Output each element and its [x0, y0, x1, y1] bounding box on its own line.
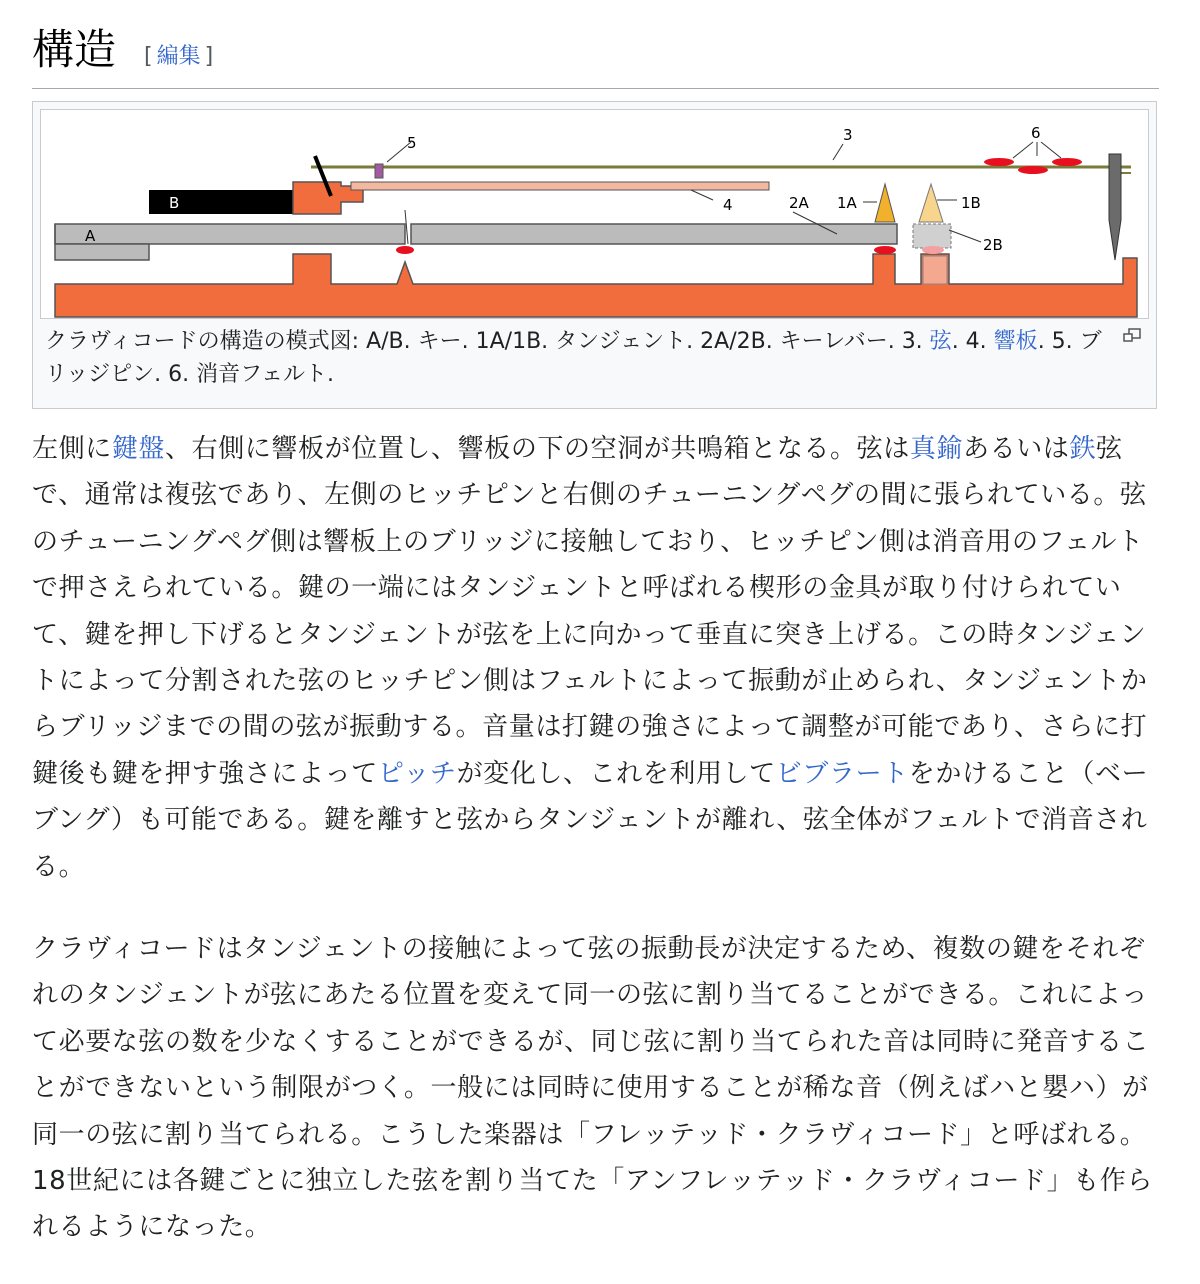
- link-pitch[interactable]: ピッチ: [377, 758, 457, 789]
- caption-text-3: . 5. ブリッジピン. 6. 消音フェルト.: [45, 329, 1102, 387]
- edit-bracket-open: [: [144, 44, 153, 69]
- bridge-pin: [375, 164, 383, 178]
- label-3: 3: [843, 126, 853, 144]
- paragraph-structure-1: [32, 426, 1162, 890]
- clavichord-diagram[interactable]: [40, 109, 1149, 319]
- p1-text-2: 、右側に響板が位置し、響板の下の空洞が共鳴箱となる。弦は: [165, 434, 910, 464]
- lever-2b-support: [923, 256, 947, 284]
- felt-2a: [874, 246, 896, 254]
- lever-2b: [913, 224, 951, 248]
- felt-6b: [1018, 166, 1048, 174]
- felt-6a: [984, 158, 1014, 166]
- label-1b: 1B: [961, 194, 981, 212]
- soundboard: [351, 182, 769, 190]
- link-brass[interactable]: 真鍮: [909, 434, 964, 464]
- edit-link[interactable]: 編集: [156, 44, 201, 69]
- clavichord-diagram-svg: [41, 110, 1148, 318]
- caption-link-soundboard[interactable]: 響板: [993, 329, 1038, 354]
- figure-thumbnail: [32, 101, 1157, 409]
- felt-6c: [1052, 158, 1082, 166]
- p1-text-5: が変化し、これを利用して: [456, 758, 776, 789]
- label-5: 5: [407, 134, 417, 152]
- key-a-lever: [55, 224, 405, 244]
- edit-section: [144, 42, 213, 72]
- label-2a: 2A: [789, 194, 809, 212]
- label-4: 4: [723, 196, 733, 214]
- magnify-clip-icon[interactable]: [1122, 328, 1142, 344]
- tangent-1b: [919, 184, 943, 222]
- link-iron[interactable]: 鉄: [1069, 434, 1097, 464]
- paragraph-structure-2: クラヴィコードはタンジェントの接触によって弦の振動長が決定するため、複数の鍵をそれぞれのタンジェントが弦にあたる位置を変えて同一の弦に割り当てることができる。これによって必要な弦の数を少なくすることができるが、同じ弦に割り当てられた音は同時に発音することができないという制限がつく。一般には同時に使用することが稀な音（例えばハと嬰ハ）が同一の弦に割り当てられる。こうした楽器は「フレッテッド・クラヴィコード」と呼ばれる。18世紀には各鍵ごとに独立した弦を割り当てた「アンフレッテッド・クラヴィコード」も作られるようになった。: [32, 934, 1153, 1243]
- label-2b: 2B: [983, 236, 1003, 254]
- felt-2b: [922, 246, 944, 254]
- figure-caption: [45, 325, 1105, 391]
- case-body: [55, 254, 1137, 317]
- p1-text-6: をかけること（ベーブング）も可能である。鍵を離すと弦からタンジェントが離れ、弦全体がフェルトで消音される。: [32, 758, 1149, 882]
- tangent-1a: [875, 184, 895, 222]
- tuning-peg: [1109, 154, 1121, 260]
- label-1a: 1A: [837, 194, 857, 212]
- caption-text-1: クラヴィコードの構造の模式図: A/B. キー. 1A/1B. タンジェント. 2A/2B. キーレバー. 3.: [45, 329, 930, 354]
- p1-text-3: あるいは: [963, 434, 1070, 464]
- link-vibrato[interactable]: ビブラート: [775, 758, 909, 789]
- felt-pivot: [396, 246, 414, 254]
- label-a: A: [85, 227, 96, 245]
- edit-bracket-close: ]: [204, 44, 214, 69]
- caption-text-2: . 4.: [951, 329, 994, 354]
- p1-text-1: 左側に: [32, 434, 112, 464]
- label-b: B: [169, 194, 180, 212]
- link-keyboard[interactable]: 鍵盤: [111, 434, 166, 464]
- p1-text-4: 弦で、通常は複弦であり、左側のヒッチピンと右側のチューニングペグの間に張られている。弦のチューニングペグ側は響板上のブリッジに接触しており、ヒッチピン側は消音用のフェルトで押さえられている。鍵の一端にはタンジェントと呼ばれる楔形の金具が取り付けられていて、鍵を押し下げるとタンジェントが弦を上に向かって垂直に突き上げる。この時タンジェントによって分割された弦のヒッチピン側はフェルトによって振動が止められ、タンジェントからブリッジまでの間の弦が振動する。音量は打鍵の強さによって調整が可能であり、さらに打鍵後も鍵を押す強さによって: [32, 434, 1148, 789]
- caption-link-string[interactable]: 弦: [929, 329, 952, 354]
- section-title: 構造: [32, 25, 117, 74]
- label-6: 6: [1031, 124, 1041, 142]
- section-heading: [32, 22, 1159, 89]
